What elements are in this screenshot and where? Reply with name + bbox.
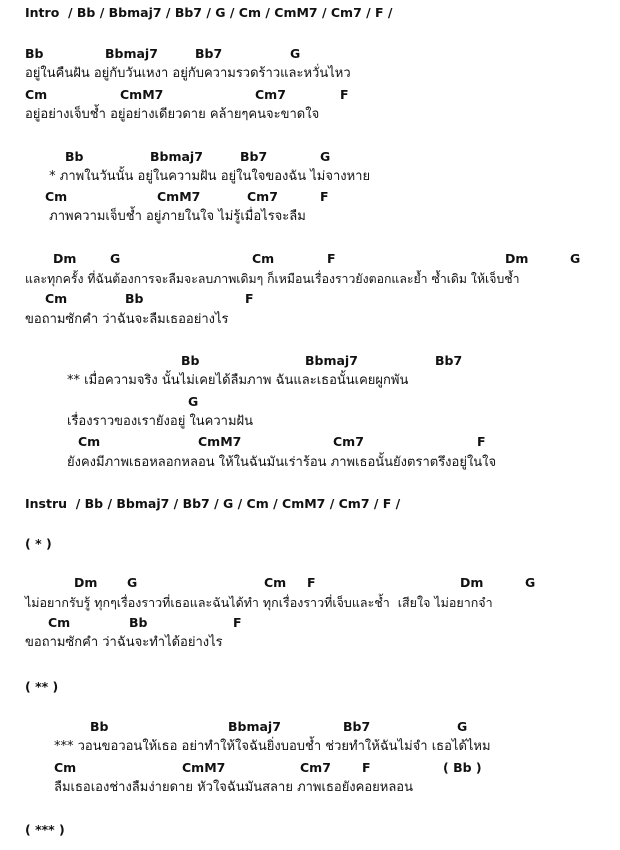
chord: Cm7 — [300, 760, 331, 775]
chord: G — [457, 719, 468, 734]
chord: F — [362, 760, 371, 775]
chord: Bb7 — [240, 149, 268, 164]
intro-line — [25, 5, 393, 21]
lyric-line: และทุกครั้ง ที่ฉันต้องการจะลืมจะลบภาพเดิมๆ ก็เหมือนเรื่องราวยังตอกและย้ำ ซ้ำเดิม ให้เจ็บช้ำ — [25, 272, 520, 286]
chord: Bb — [125, 291, 144, 306]
chord: Bb — [90, 719, 109, 734]
lyric-line: ภาพความเจ็บช้ำ อยู่ภายในใจ ไม่รู้เมื่อไรจะลืม — [45, 209, 306, 224]
chord-row — [0, 434, 620, 450]
chord: G — [320, 149, 331, 164]
chord: Cm — [264, 575, 287, 590]
chord: Dm — [505, 251, 529, 266]
chord: Dm — [53, 251, 77, 266]
chord: G — [110, 251, 121, 266]
chord: CmM7 — [120, 87, 164, 102]
chord-row — [0, 719, 620, 735]
chord: Dm — [460, 575, 484, 590]
chord-row — [0, 760, 620, 776]
chord: Cm — [45, 189, 68, 204]
chord: Bb — [65, 149, 84, 164]
chord-row — [0, 291, 620, 307]
chord: F — [340, 87, 349, 102]
chord: Bb — [25, 46, 44, 61]
chord: F — [477, 434, 486, 449]
chord: Cm — [252, 251, 275, 266]
chord-row — [0, 251, 620, 267]
chord-row — [0, 87, 620, 103]
intro-progression: / Bb / Bbmaj7 / Bb7 / G / Cm / CmM7 / Cm7 / F / — [59, 5, 393, 20]
chord: Cm — [25, 87, 48, 102]
chord: G — [127, 575, 138, 590]
chord: F — [245, 291, 254, 306]
chord-row — [0, 46, 620, 62]
chord-row — [0, 615, 620, 631]
chord: Cm — [48, 615, 71, 630]
lyric-line: ขอถามซักคำ ว่าฉันจะลืมเธออย่างไร — [25, 312, 229, 327]
chord: Bb7 — [343, 719, 371, 734]
chord: Cm7 — [247, 189, 278, 204]
chord-row — [0, 353, 620, 369]
chord-row — [0, 149, 620, 165]
lyric-line: ไม่อยากรับรู้ ทุกๆเรื่องราวที่เธอและฉันได้ทำ ทุกเรื่องราวที่เจ็บและช้ำ เสียใจ ไม่อยากจำ — [25, 595, 493, 610]
chord: CmM7 — [182, 760, 226, 775]
chord: F — [327, 251, 336, 266]
repeat-double-star-marker: ( ** ) — [25, 679, 59, 694]
chord: Cm7 — [333, 434, 364, 449]
chord: Cm — [78, 434, 101, 449]
chord: G — [290, 46, 301, 61]
chord: F — [307, 575, 316, 590]
instru-progression: / Bb / Bbmaj7 / Bb7 / G / Cm / CmM7 / Cm7 / F / — [67, 496, 401, 511]
lyric-line: อยู่ในคืนฝัน อยู่กับวันเหงา อยู่กับความรวดร้าวและหวั่นไหว — [25, 66, 351, 81]
chord: Cm7 — [255, 87, 286, 102]
chord: Bbmaj7 — [150, 149, 203, 164]
chord: G — [570, 251, 581, 266]
lyric-line: ขอถามซักคำ ว่าฉันจะทำได้อย่างไร — [25, 635, 223, 650]
chord: Cm — [54, 760, 77, 775]
chord: Bb7 — [195, 46, 223, 61]
lyric-line: เรื่องราวของเรายังอยู่ ในความฝัน — [67, 414, 254, 429]
instru-label: Instru — [25, 496, 68, 511]
chord: Bb — [129, 615, 148, 630]
chord: Bb — [181, 353, 200, 368]
chord: Bbmaj7 — [228, 719, 281, 734]
repeat-triple-star-marker: ( *** ) — [25, 822, 65, 837]
chord: CmM7 — [198, 434, 242, 449]
lyric-line: *** วอนขอวอนให้เธอ อย่าทำให้ใจฉันยิ่งบอบช้ำ ช่วยทำให้ฉันไม่จำ เธอได้ไหม — [54, 739, 491, 754]
chord: CmM7 — [157, 189, 201, 204]
chord: Bbmaj7 — [105, 46, 158, 61]
instru-line — [25, 496, 400, 512]
lyric-line: ยังคงมีภาพเธอหลอกหลอน ให้ในฉันมันเร่าร้อน ภาพเธอนั้นยังตราตรึงอยู่ในใจ — [67, 455, 497, 470]
lyric-line: * ภาพในวันนั้น อยู่ในความฝัน อยู่ในใจของฉัน ไม่จางหาย — [45, 169, 371, 184]
lyric-line: ** เมื่อความจริง นั้นไม่เคยได้ลืมภาพ ฉันและเธอนั้นเคยผูกพัน — [67, 373, 409, 388]
chord: Bb7 — [435, 353, 463, 368]
lyric-line: อยู่อย่างเจ็บช้ำ อยู่อย่างเดียวดาย คล้ายๆคนจะขาดใจ — [25, 107, 320, 122]
chord: Cm — [45, 291, 68, 306]
chord-row — [0, 394, 620, 410]
chord: Dm — [74, 575, 98, 590]
intro-label: Intro — [25, 5, 60, 20]
chord-row — [0, 189, 620, 205]
chord: G — [188, 394, 199, 409]
chord: ( Bb ) — [443, 760, 482, 775]
repeat-star-marker: ( * ) — [25, 536, 52, 551]
chord: F — [320, 189, 329, 204]
chord: Bbmaj7 — [305, 353, 358, 368]
chord: F — [233, 615, 242, 630]
chord-row — [0, 575, 620, 591]
chord: G — [525, 575, 536, 590]
lyric-line: ลืมเธอเองช่างลืมง่ายดาย หัวใจฉันมันสลาย ภาพเธอยังคอยหลอน — [54, 780, 414, 795]
